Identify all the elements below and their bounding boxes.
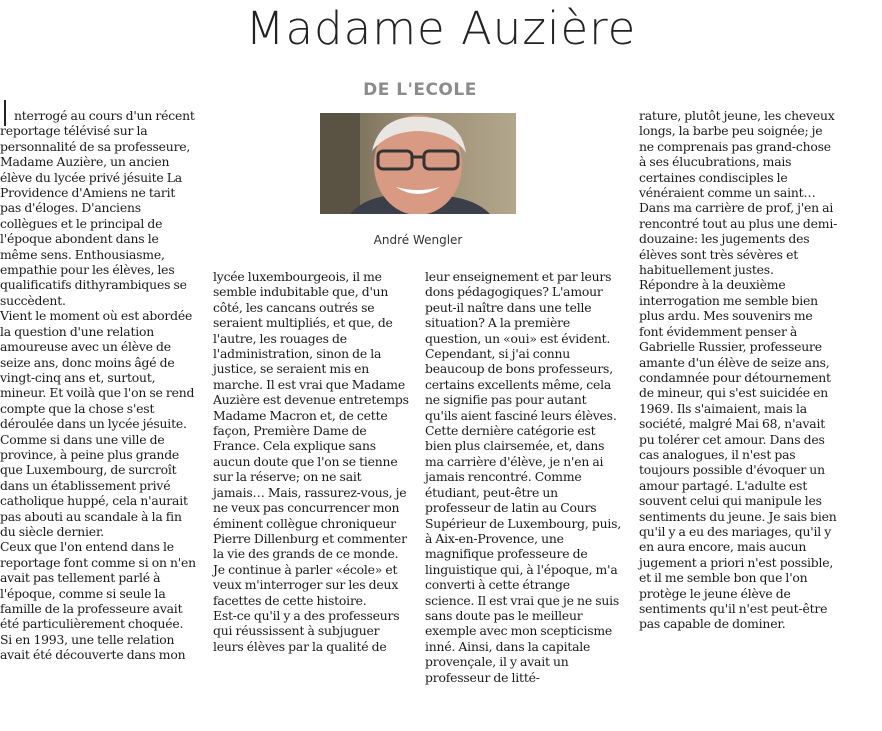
paragraph: leur enseignement et par leurs dons pédagogiques? L'amour peut-il naître dans une telle situation? A la première question, un «oui» est évident. Cependant, si j'ai connu beaucoup de bons professeurs, certains excellents même, cela ne signifie pas pour autant qu'ils aient fasciné leurs élèves.	[425, 269, 617, 423]
article-title: Madame Auzière	[245, 2, 637, 55]
article-column-1	[0, 108, 198, 663]
paragraph: Est-ce qu'il y a des professeurs qui réussissent à subjuguer leurs élèves par la qualité de	[213, 607, 400, 654]
article-column-2	[213, 269, 410, 654]
author-photo	[320, 113, 516, 214]
section-kicker: DE L'ECOLE	[363, 80, 477, 100]
paragraph: Répondre à la deuxième interrogation me semble bien plus ardu. Mes souvenirs me font évidemment penser à Gabrielle Russier, professeure amante d'un élève de seize ans, condamnée pour détournement de mineur, qui s'est suicidée en 1969. Ils s'aimaient, mais la société, malgré Mai 68, n'avait pu tolérer cet amour. Dans des cas analogues, il n'est pas toujours possible d'évoquer un amour partagé. L'adulte est souvent celui qui manipule les sentiments du jeune. Je sais bien qu'il y a eu des mariages, qu'il y en aura encore, mais aucun jugement a priori n'est possible, et il me semble bon que l'on protège le jeune élève de sentiments qu'il n'est peut-être pas capable de dominer.	[639, 277, 837, 632]
paragraph: Vient le moment où est abordée la question d'une relation amoureuse avec un élève de seize ans, donc moins âgé de vingt-cinq ans et, surtout, mineur. Et voilà que l'on se rend compte que la chose s'est déroulée dans un lycée jésuite. Comme si dans une ville de province, à peine plus grande que Luxembourg, de surcroît dans un établissement privé catholique huppé, cela n'aurait pas abouti au scandale à la fin du siècle dernier.	[0, 308, 195, 539]
author-portrait-image	[320, 113, 516, 214]
paragraph: lycée luxembourgeois, il me semble indubitable que, d'un côté, les cancans outrés se seraient multipliés, et que, de l'autre, les rouages de l'administration, sinon de la justice, se seraient mis en marche. Il est vrai que Madame Auzière est devenue entretemps Madame Macron et, de cette façon, Première Dame de France. Cela explique sans aucun doute que l'on se tienne sur la réserve; on ne sait jamais… Mais, rassurez-vous, je ne veux pas concurrencer mon éminent collègue chroniqueur Pierre Dillenburg et commenter la vie des grands de ce monde. Je continue à parler «école» et veux m'interroger sur les deux facettes de cette histoire.	[213, 269, 409, 608]
paragraph: Dans ma carrière de prof, j'en ai rencontré tout au plus une demi-douzaine: les jugements des élèves sont très sévères et habituellement justes.	[639, 200, 838, 278]
article-column-4	[639, 108, 839, 632]
article-column-3	[425, 269, 622, 685]
paragraph: rature, plutôt jeune, les cheveux longs, la barbe peu soignée; je ne comprenais pas grand-chose à ses élucubrations, mais certaines condisciples le vénéraient comme un saint…	[639, 108, 835, 201]
photo-caption: André Wengler	[373, 233, 463, 247]
paragraph: nterrogé au cours d'un récent reportage télévisé sur la personnalité de sa professeure, Madame Auzière, un ancien élève du lycée privé jésuite La Providence d'Amiens ne tarit pas d'éloges. D'anciens collègues et le principal de l'époque abondent dans le même sens. Enthousiasme, empathie pour les élèves, les qualificatifs dithyrambiques se succèdent.	[0, 108, 195, 308]
paragraph: Cette dernière catégorie est bien plus clairsemée, et, dans ma carrière d'élève, je n'en ai jamais rencontré. Comme étudiant, peut-être un professeur de latin au Cours Supérieur de Luxembourg, puis, à Aix-en-Provence, une magnifique professeure de linguistique qui, à l'époque, m'a converti à cette étrange science. Il est vrai que je ne suis sans doute pas le meilleur exemple avec mon scepticisme inné. Ainsi, dans la capitale provençale, il y avait un professeur de litté-	[425, 423, 622, 685]
paragraph: Ceux que l'on entend dans le reportage font comme si on n'en avait pas tellement parlé à l'époque, comme si seule la famille de la professeure avait été particulièrement choquée. Si en 1993, une telle relation avait été découverte dans mon	[0, 539, 196, 663]
